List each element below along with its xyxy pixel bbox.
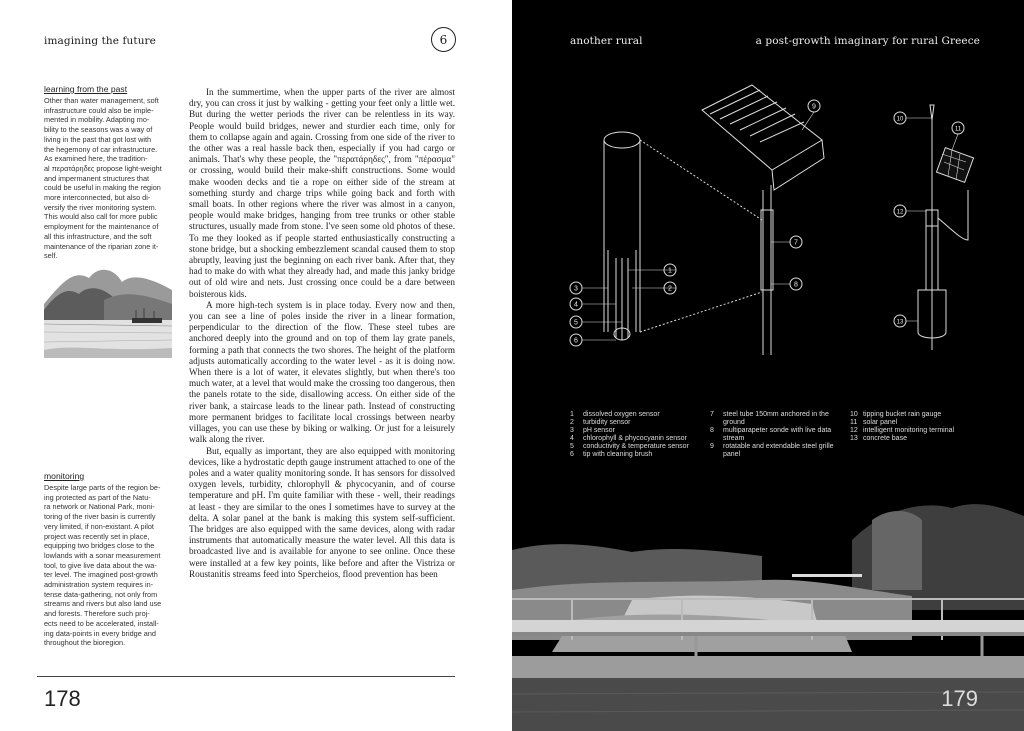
monitoring-device-diagram: [512, 70, 1024, 370]
sidebar-line: all this infrastructure, and the soft: [44, 231, 152, 241]
sidebar-line: throughout the bioregion.: [44, 638, 126, 648]
sidebar-line: ing protected as part of the Natu-: [44, 492, 151, 502]
legend-number: 8: [710, 427, 714, 434]
sidebar-line: streams and rivers but also land use: [44, 599, 162, 609]
sidebar-line: toring of the river basin is currently: [44, 512, 156, 522]
legend-item: [850, 435, 980, 443]
running-head-right-a: another rural: [570, 35, 643, 47]
callout-5: 5: [574, 319, 578, 327]
legend-item: [850, 411, 980, 419]
page-number-left: 178: [44, 686, 81, 711]
legend-number: 12: [850, 427, 858, 434]
main-body-text: [189, 87, 455, 580]
paragraph: In the summertime, when the upper parts of the river are almost dry, you can cross it just by walking - getting your feet only a little wet. But during the wetter periods the river can be relentless in its way. People would build bridges, newer and sturdier each time, only for them to collapse again and again. Crossing from one side of the river to the other was a real hassle back then, especially if you had cargo or animals. That's why these people, the "περατάρηδες", from "πέρασμα" or crossing, would build their make-shift constructions. Some would make wooden decks and tie a rope on either side of the stream at something sturdy and charge trips while going back and forth with small boats. In other regions where the river was almost in a canyon, people would make bridges, hanging from tree trunks or other stable structures, usually made from stone. I've seen some old photos of these. To me they looked as if people started enthusiastically constructing a stone bridge, but a shocking embezzlement scandal caused them to stop abruptly, leaving just the beginning on each river bank. After that, they had to make do with what they already had, and made this janky bridge out of old wire and nets. Just crossing once could be a dare between boisterous kids.: [189, 87, 455, 299]
right-page: [512, 0, 1024, 731]
legend-number: 11: [850, 419, 858, 426]
legend-label: solar panel: [863, 419, 898, 426]
callout-3: 3: [574, 285, 578, 293]
legend-item: [570, 419, 700, 427]
legend-label: intelligent monitoring terminal: [863, 427, 955, 434]
sidebar-line: This would also call for more public: [44, 212, 158, 222]
legend-item: [710, 411, 840, 427]
sidebar-line: al περατάρηδες propose light-weight: [44, 163, 162, 173]
sidebar-title-learning: learning from the past: [44, 84, 128, 94]
legend-number: 13: [850, 435, 858, 442]
footer-rule: [37, 676, 455, 677]
sidebar-line: lowlands with a sonar measurement: [44, 550, 161, 560]
legend-label: concrete base: [863, 435, 907, 442]
sidebar-line: very limited, if non-existant. A pilot: [44, 521, 154, 531]
callout-13: 13: [896, 319, 904, 326]
sidebar-line: maintenance of the riparian zone it-: [44, 241, 159, 251]
sidebar-line: tool, to give live data about the wa-: [44, 560, 157, 570]
callout-2: 2: [668, 285, 672, 293]
legend-label: rotatable and extendable steel grille panel: [723, 443, 834, 458]
legend-number: 9: [710, 443, 714, 450]
sidebar-title-monitoring: monitoring: [44, 471, 85, 481]
sidebar-line: Despite large parts of the region be-: [44, 483, 161, 492]
callout-8: 8: [794, 281, 798, 289]
sidebar-line: ter level. The imagined post-growth: [44, 570, 158, 580]
sidebar-line: ing data-points in every bridge and: [44, 628, 156, 638]
sidebar-line: infrastructure could also be imple-: [44, 105, 154, 115]
legend-item: [850, 419, 980, 427]
sidebar-line: As examined here, the tradition-: [44, 154, 148, 164]
sidebar-line: equipping two bridges close to the: [44, 541, 155, 551]
legend-number: 3: [570, 427, 574, 434]
sidebar-line: the hegemony of car infrastructure.: [44, 144, 158, 154]
sidebar-line: versify the river monitoring system.: [44, 202, 157, 212]
legend-column-1: [570, 411, 700, 459]
legend-item: [570, 451, 700, 459]
legend-item: [710, 427, 840, 443]
sidebar-line: and impermanent structures that: [44, 173, 150, 183]
legend-number: 6: [570, 451, 574, 458]
callout-10: 10: [896, 116, 904, 123]
legend-column-3: [850, 411, 980, 443]
callout-9: 9: [812, 103, 816, 111]
paragraph: A more high-tech system is in place today. Every now and then, you can see a line of poles inside the river in a linear formation, perpendicular to the direction of the flow. These steel tubes are anchored deeply into the ground and on top of them lay grate panels, forming a path that connects the two shores. The height of the platform adjusts automatically according to the water level - as it is doing now. When there is a lot of water, it elevates slightly, but when there's too much water, at a level that would make the crossing too dangerous, then the panels rotate to the side, disallowing access. On either side of the river bank, a staircase leads to the linear path. Instead of constructing more permanent bridges to facilitate local crossings between nearby villages, you can use these by biking or walking. Or just for a leisurely walk along the river.: [189, 299, 455, 445]
legend-label: pH sensor: [583, 427, 615, 434]
callout-7: 7: [794, 239, 798, 247]
sidebar-line: more interconnected, but also di-: [44, 193, 151, 203]
historic-river-etching: [44, 260, 172, 358]
page-number-right: 179: [941, 686, 978, 711]
sidebar-line: tense data-gathering, not only from: [44, 589, 158, 599]
sidebar-line: bility to the seasons was a way of: [44, 125, 153, 135]
paragraph: But, equally as important, they are also equipped with monitoring devices, like a hydrostatic depth gauge instrument attached to one of the poles and a water quality monitoring sonde. It has sensors for dissolved oxygen levels, turbidity, chlorophyll & phycocyanin, and of course temperature and pH. I'm quite familiar with these - well, their readings at least - they are similar to the ones I sometimes have to survey at the delta. A solar panel at the bank is making this system self-sufficient. The bridges are also equipped with the same devices, along with radar instruments that automatically measure the water level. All this data is broadcasted live and is available for anyone to see online. Once these were installed at a few key points, like before and after the Vistriza or Roustanitis streams feed into Spercheios, flood prevention has been: [189, 445, 455, 579]
legend-label: steel tube 150mm anchored in the ground: [723, 411, 829, 426]
running-head-right-b: a post-growth imaginary for rural Greece: [755, 35, 980, 47]
sidebar-line: employment for the maintenance of: [44, 222, 159, 232]
legend-number: 10: [850, 411, 858, 418]
sidebar-line: administration system requires in-: [44, 580, 154, 590]
callout-1: 1: [668, 267, 672, 275]
sidebar-line: project was recently set in place,: [44, 531, 150, 541]
callout-12: 12: [896, 209, 904, 216]
sidebar-line: could be useful in making the region: [44, 183, 161, 193]
legend-number: 2: [570, 419, 574, 426]
sidebar-line: self.: [44, 251, 58, 261]
sidebar-line: living in the past that got lost with: [44, 134, 152, 144]
legend-item: [570, 443, 700, 451]
legend-column-2: [710, 411, 840, 459]
legend-number: 4: [570, 435, 574, 442]
legend-item: [570, 411, 700, 419]
sidebar-line: ra network or National Park, moni-: [44, 502, 155, 512]
sidebar-text-learning: [44, 96, 172, 261]
sidebar-line: and forests. Therefore such proj-: [44, 609, 150, 619]
chapter-number-badge: 6: [431, 27, 456, 52]
legend-item: [850, 427, 980, 435]
sidebar-text-monitoring: [44, 483, 172, 648]
legend-label: dissolved oxygen sensor: [583, 411, 660, 418]
legend-number: 5: [570, 443, 574, 450]
legend-label: tipping bucket rain gauge: [863, 411, 942, 418]
legend-number: 7: [710, 411, 714, 418]
legend-item: [570, 435, 700, 443]
legend-item: [570, 427, 700, 435]
legend-label: tip with cleaning brush: [583, 451, 653, 458]
sidebar-line: mented in mobility. Adapting mo-: [44, 115, 150, 125]
callout-6: 6: [574, 337, 578, 345]
running-head-left: imagining the future: [44, 35, 156, 47]
legend-number: 1: [570, 411, 574, 418]
legend-label: chlorophyll & phycocyanin sensor: [583, 435, 687, 442]
legend-label: turbidity sensor: [583, 419, 631, 426]
sidebar-line: Other than water management, soft: [44, 96, 159, 105]
callout-4: 4: [574, 301, 578, 309]
callout-11: 11: [954, 126, 962, 133]
legend-label: conductivity & temperature sensor: [583, 443, 689, 450]
legend-item: [710, 443, 840, 459]
sidebar-line: ects need to be accelerated, install-: [44, 618, 159, 628]
legend-label: multiparapeter sonde with live data stream: [723, 427, 832, 442]
